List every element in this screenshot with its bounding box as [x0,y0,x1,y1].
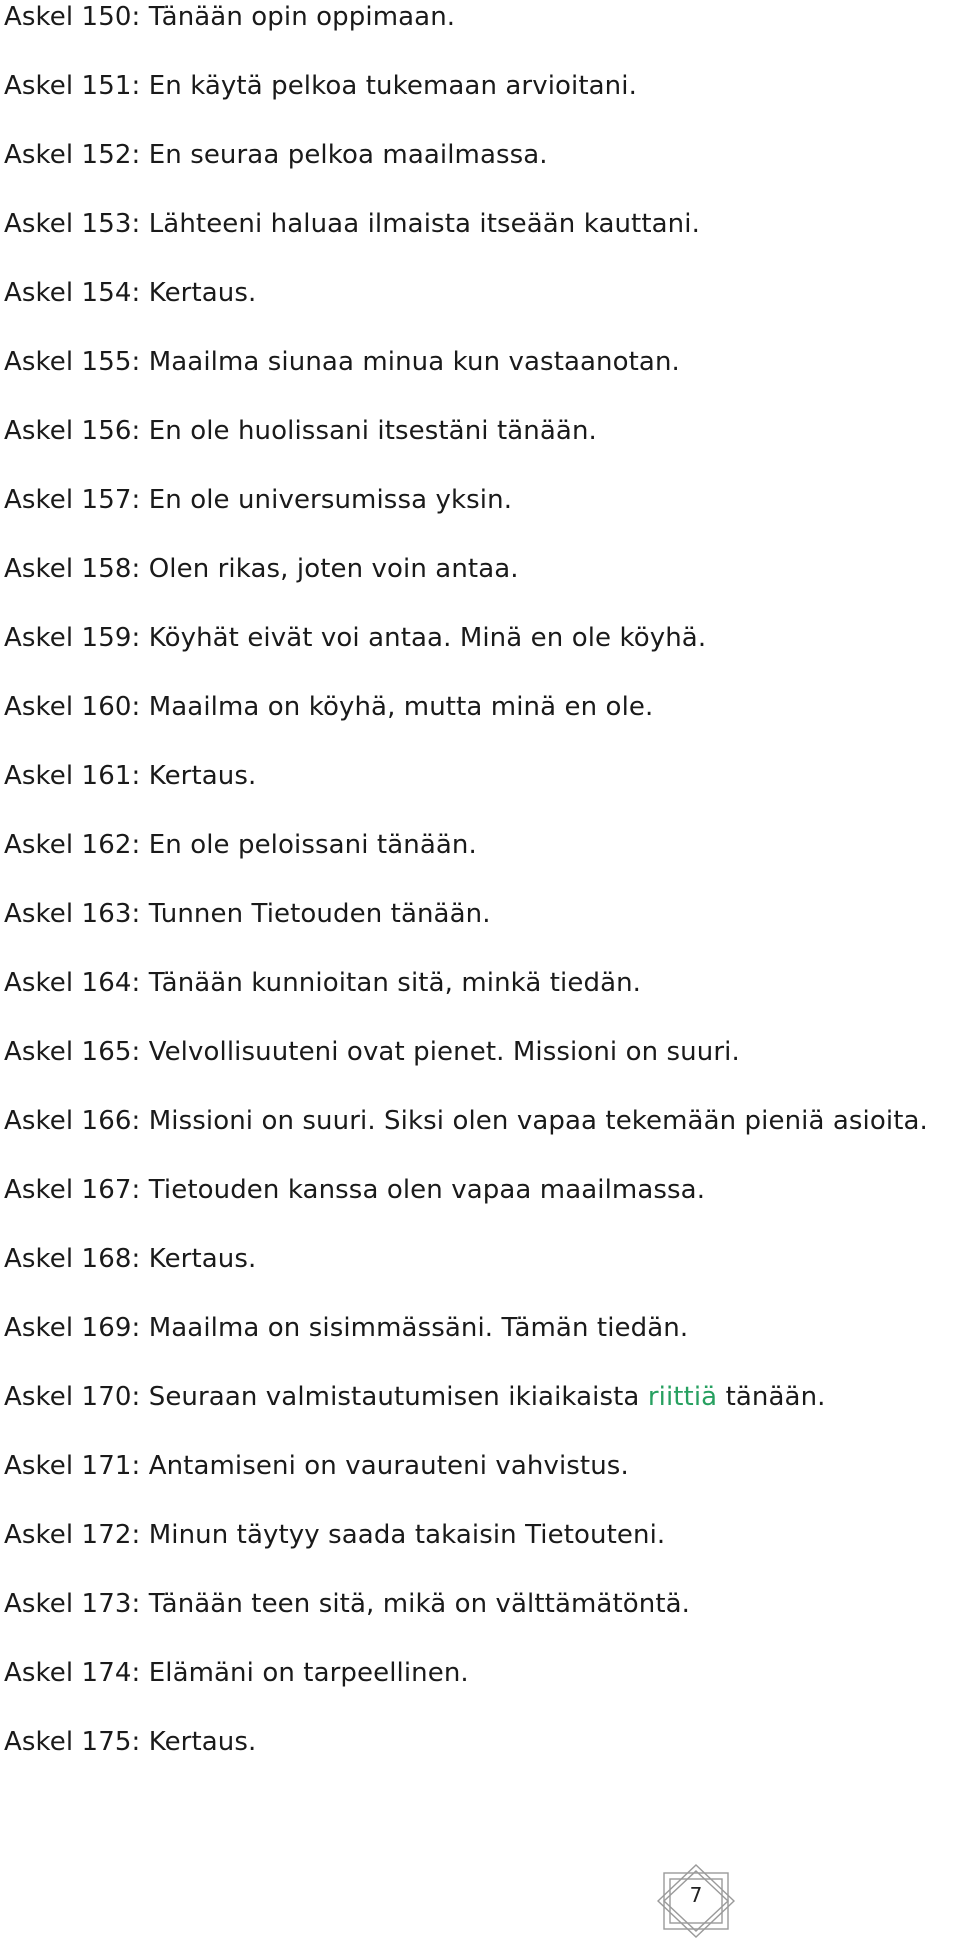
step-text: En käytä pelkoa tukemaan arvioitani. [148,71,637,101]
step-label: Askel 171: [4,1451,141,1481]
step-text: Köyhät eivät voi antaa. Minä en ole köyhä. [148,623,707,653]
page-number-badge [654,1863,738,1939]
step-label: Askel 166: [4,1106,141,1136]
step-item [4,621,706,655]
step-label: Askel 152: [4,140,141,170]
step-label: Askel 150: [4,2,141,32]
step-label: Askel 156: [4,416,141,446]
step-label: Askel 175: [4,1727,141,1757]
step-item [4,69,637,103]
step-item [4,276,256,310]
step-label: Askel 165: [4,1037,141,1067]
step-item [4,1656,469,1690]
step-text: Kertaus. [148,278,257,308]
step-text: tänään. [725,1382,826,1412]
step-item [4,552,519,586]
step-item [4,1380,826,1414]
step-item [4,0,455,34]
step-label: Askel 158: [4,554,141,584]
step-text: Kertaus. [148,1727,257,1757]
step-label: Askel 163: [4,899,141,929]
step-text: Lähteeni haluaa ilmaista itseään kauttani. [148,209,700,239]
step-label: Askel 162: [4,830,141,860]
step-text: En ole universumissa yksin. [148,485,513,515]
step-text: Olen rikas, joten voin antaa. [148,554,519,584]
step-text: Tunnen Tietouden tänään. [148,899,491,929]
step-label: Askel 173: [4,1589,141,1619]
step-label: Askel 161: [4,761,141,791]
step-label: Askel 159: [4,623,141,653]
step-item [4,1449,629,1483]
step-item [4,1173,705,1207]
step-text: Missioni on suuri. Siksi olen vapaa tekemään pieniä asioita. [148,1106,928,1136]
step-item [4,690,653,724]
step-item [4,1725,256,1759]
step-label: Askel 151: [4,71,141,101]
step-label: Askel 168: [4,1244,141,1274]
step-item [4,1311,688,1345]
page-number: 7 [689,1883,703,1907]
step-item [4,1242,256,1276]
step-label: Askel 170: [4,1382,141,1412]
step-item [4,1518,665,1552]
step-text: Kertaus. [148,1244,257,1274]
step-text: Kertaus. [148,761,257,791]
step-item [4,1104,928,1138]
step-text: Antamiseni on vaurauteni vahvistus. [148,1451,629,1481]
step-text: Velvollisuuteni ovat pienet. Missioni on suuri. [148,1037,740,1067]
step-item [4,759,256,793]
step-text: Maailma on köyhä, mutta minä en ole. [148,692,654,722]
step-item [4,345,680,379]
step-item [4,1587,690,1621]
step-text: Tietouden kanssa olen vapaa maailmassa. [148,1175,706,1205]
step-label: Askel 160: [4,692,141,722]
step-text: En seuraa pelkoa maailmassa. [148,140,548,170]
step-text: Maailma on sisimmässäni. Tämän tiedän. [148,1313,689,1343]
step-item [4,1035,740,1069]
step-text: Tänään teen sitä, mikä on välttämätöntä. [148,1589,691,1619]
step-text: Maailma siunaa minua kun vastaanotan. [148,347,680,377]
step-label: Askel 164: [4,968,141,998]
step-label: Askel 154: [4,278,141,308]
step-item [4,483,512,517]
step-label: Askel 174: [4,1658,141,1688]
step-text: Seuraan valmistautumisen ikiaikaista [148,1382,640,1412]
step-item [4,897,491,931]
step-item [4,138,548,172]
step-text: En ole huolissani itsestäni tänään. [148,416,597,446]
step-label: Askel 167: [4,1175,141,1205]
highlighted-word: riittiä [647,1382,718,1412]
step-text: En ole peloissani tänään. [148,830,477,860]
step-item [4,414,597,448]
step-text: Elämäni on tarpeellinen. [148,1658,469,1688]
step-text: Tänään opin oppimaan. [148,2,456,32]
step-label: Askel 153: [4,209,141,239]
step-label: Askel 172: [4,1520,141,1550]
step-item [4,966,641,1000]
step-label: Askel 157: [4,485,141,515]
step-item [4,207,700,241]
step-label: Askel 155: [4,347,141,377]
step-text: Minun täytyy saada takaisin Tietouteni. [148,1520,666,1550]
step-text: Tänään kunnioitan sitä, minkä tiedän. [148,968,642,998]
step-item [4,828,477,862]
step-label: Askel 169: [4,1313,141,1343]
